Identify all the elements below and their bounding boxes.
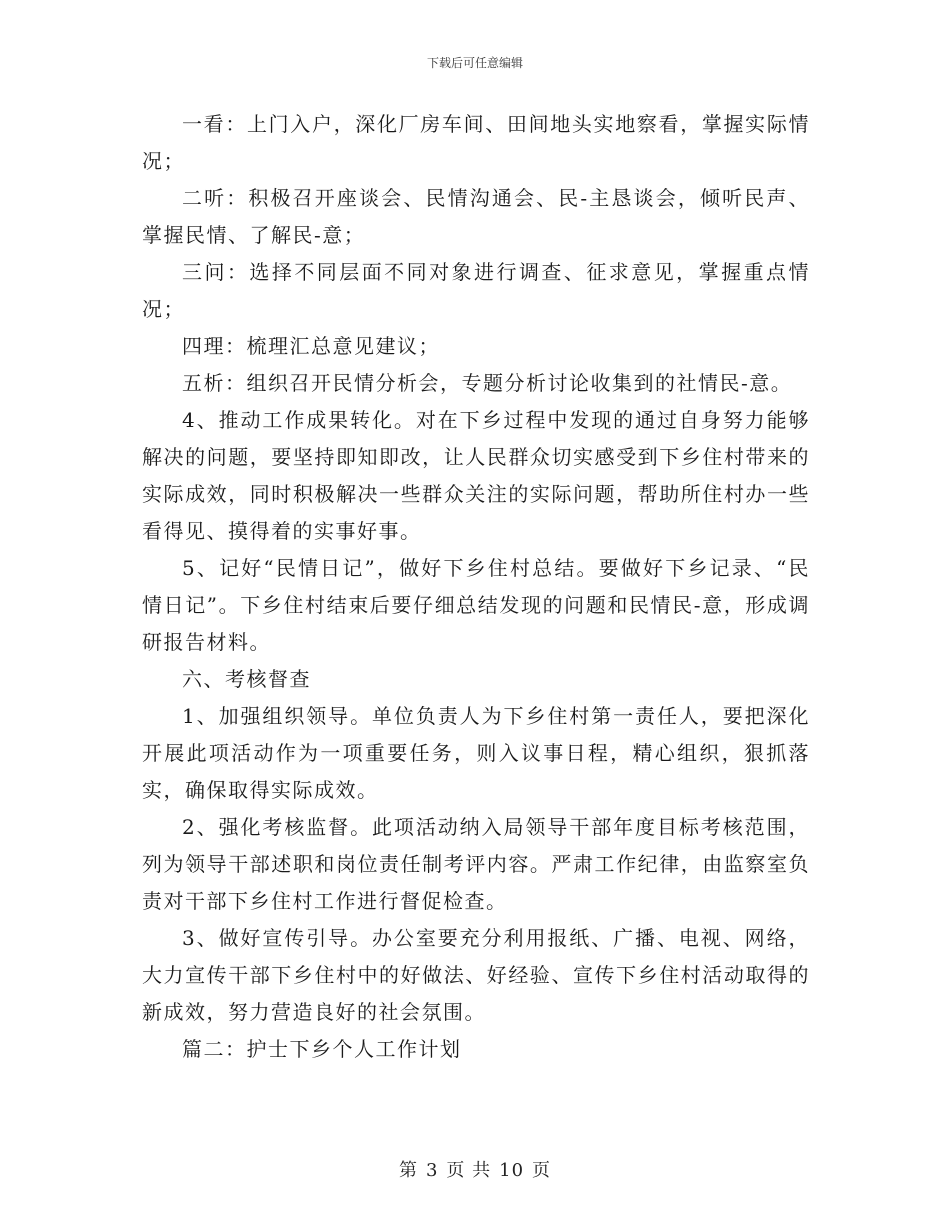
paragraph: 三问：选择不同层面不同对象进行调查、征求意见，掌握重点情况； — [142, 260, 810, 321]
section-heading: 篇二：护士下乡个人工作计划 — [182, 1037, 462, 1061]
total-pages: 10 — [499, 1160, 525, 1181]
paragraph: 1、加强组织领导。单位负责人为下乡住村第一责任人，要把深化开展此项活动作为一项重要任务，则入议事日程，精心组织，狠抓落实，确保取得实际成效。 — [142, 704, 810, 802]
paragraph: 5、记好“民情日记”，做好下乡住村总结。要做好下乡记录、“民情日记”。下乡住村结束后要仔细总结发现的问题和民情民-意，形成调研报告材料。 — [142, 556, 810, 654]
page-footer — [0, 1156, 950, 1182]
paragraph: 2、强化考核监督。此项活动纳入局领导干部年度目标考核范围，列为领导干部述职和岗位责任制考评内容。严肃工作纪律，由监察室负责对干部下乡住村工作进行督促检查。 — [142, 815, 810, 913]
paragraph: 五析：组织召开民情分析会，专题分析讨论收集到的社情民-意。 — [182, 371, 793, 395]
page-header: 下载后可任意编辑 — [426, 56, 523, 70]
paragraph: 3、做好宣传引导。办公室要充分利用报纸、广播、电视、网络，大力宣传干部下乡住村中的好做法、好经验、宣传下乡住村活动取得的新成效，努力营造良好的社会氛围。 — [142, 926, 810, 1024]
page-label-prefix: 第 — [398, 1160, 418, 1181]
page-label-suffix: 页 — [532, 1160, 552, 1181]
document-body — [142, 106, 810, 1068]
section-heading: 六、考核督查 — [182, 667, 311, 691]
paragraph: 二听：积极召开座谈会、民情沟通会、民-主恳谈会，倾听民声、掌握民情、了解民-意； — [142, 186, 810, 247]
paragraph: 4、推动工作成果转化。对在下乡过程中发现的通过自身努力能够解决的问题，要坚持即知即改，让人民群众切实感受到下乡住村带来的实际成效，同时积极解决一些群众关注的实际问题，帮助所住村办一些看得见、摸得着的实事好事。 — [142, 408, 810, 543]
paragraph: 一看：上门入户，深化厂房车间、田间地头实地察看，掌握实际情况； — [142, 112, 810, 173]
page-label-mid: 页 共 — [446, 1160, 492, 1181]
page-number: 3 — [425, 1160, 439, 1181]
paragraph: 四理：梳理汇总意见建议； — [182, 334, 440, 358]
